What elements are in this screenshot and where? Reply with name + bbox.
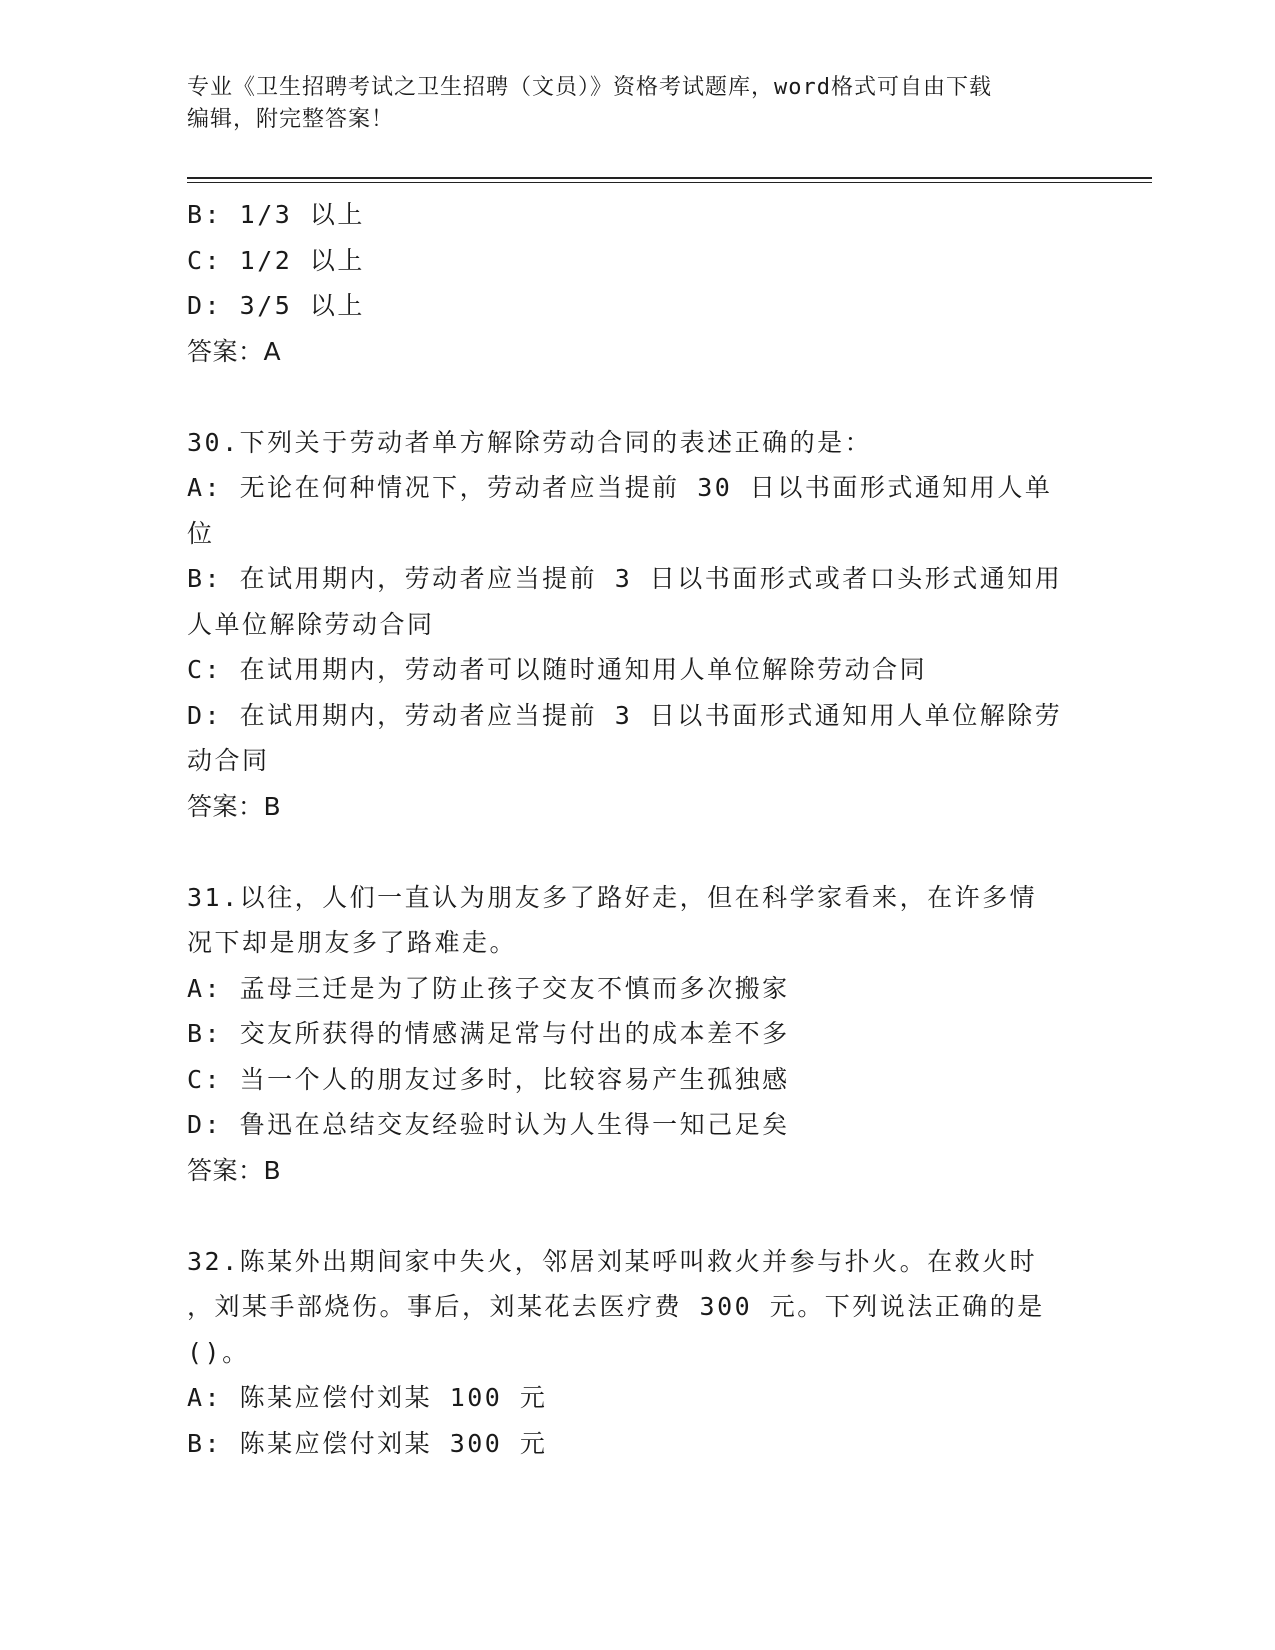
question-32 <box>187 1239 1087 1467</box>
header-rule-thin <box>187 182 1152 183</box>
option-c: C: 当一个人的朋友过多时，比较容易产生孤独感 <box>187 1064 790 1094</box>
question-stem: 31.以往，人们一直认为朋友多了路好走，但在科学家看来，在许多情 <box>187 882 1038 912</box>
answer-line: 答案：B <box>187 1155 282 1185</box>
question-30 <box>187 420 1087 830</box>
option-b-cont: 人单位解除劳动合同 <box>187 609 435 639</box>
option-d: D: 在试用期内，劳动者应当提前 3 日以书面形式通知用人单位解除劳 <box>187 700 1063 730</box>
spacer <box>187 1193 1087 1239</box>
question-stem: 32.陈某外出期间家中失火，邻居刘某呼叫救火并参与扑火。在救火时 <box>187 1246 1038 1276</box>
question-stem: 30.下列关于劳动者单方解除劳动合同的表述正确的是： <box>187 427 873 457</box>
question-stem-cont-2: ()。 <box>187 1337 250 1367</box>
option-b: B: 1/3 以上 <box>187 200 365 229</box>
question-prev <box>187 192 1087 374</box>
option-c: C: 在试用期内，劳动者可以随时通知用人单位解除劳动合同 <box>187 655 928 684</box>
document-header <box>187 72 1067 136</box>
answer-line: 答案：A <box>187 336 282 366</box>
answer-line: 答案：B <box>187 791 282 821</box>
option-b: B: 在试用期内，劳动者应当提前 3 日以书面形式或者口头形式通知用 <box>187 564 1063 593</box>
question-stem-cont: 况下却是朋友多了路难走。 <box>187 928 518 957</box>
option-b: B: 交友所获得的情感满足常与付出的成本差不多 <box>187 1019 790 1048</box>
option-d: D: 3/5 以上 <box>187 291 365 320</box>
header-line-1: 专业《卫生招聘考试之卫生招聘（文员）》资格考试题库，word格式可自由下载 <box>187 75 992 100</box>
header-rule-thick <box>187 177 1152 179</box>
option-a: A: 孟母三迁是为了防止孩子交友不慎而多次搬家 <box>187 973 790 1003</box>
spacer <box>187 829 1087 875</box>
option-a: A: 陈某应偿付刘某 100 元 <box>187 1383 548 1412</box>
question-list <box>187 192 1087 1466</box>
option-c: C: 1/2 以上 <box>187 245 365 275</box>
spacer <box>187 374 1087 420</box>
option-a: A: 无论在何种情况下，劳动者应当提前 30 日以书面形式通知用人单 <box>187 473 1053 502</box>
question-stem-cont: ，刘某手部烧伤。事后，刘某花去医疗费 300 元。下列说法正确的是 <box>187 1292 1045 1321</box>
option-a-cont: 位 <box>187 518 215 548</box>
option-d: D: 鲁迅在总结交友经验时认为人生得一知己足矣 <box>187 1110 790 1139</box>
option-b: B: 陈某应偿付刘某 300 元 <box>187 1428 548 1458</box>
option-d-cont: 动合同 <box>187 746 270 775</box>
question-31 <box>187 875 1087 1194</box>
header-line-2: 编辑，附完整答案！ <box>187 107 395 132</box>
